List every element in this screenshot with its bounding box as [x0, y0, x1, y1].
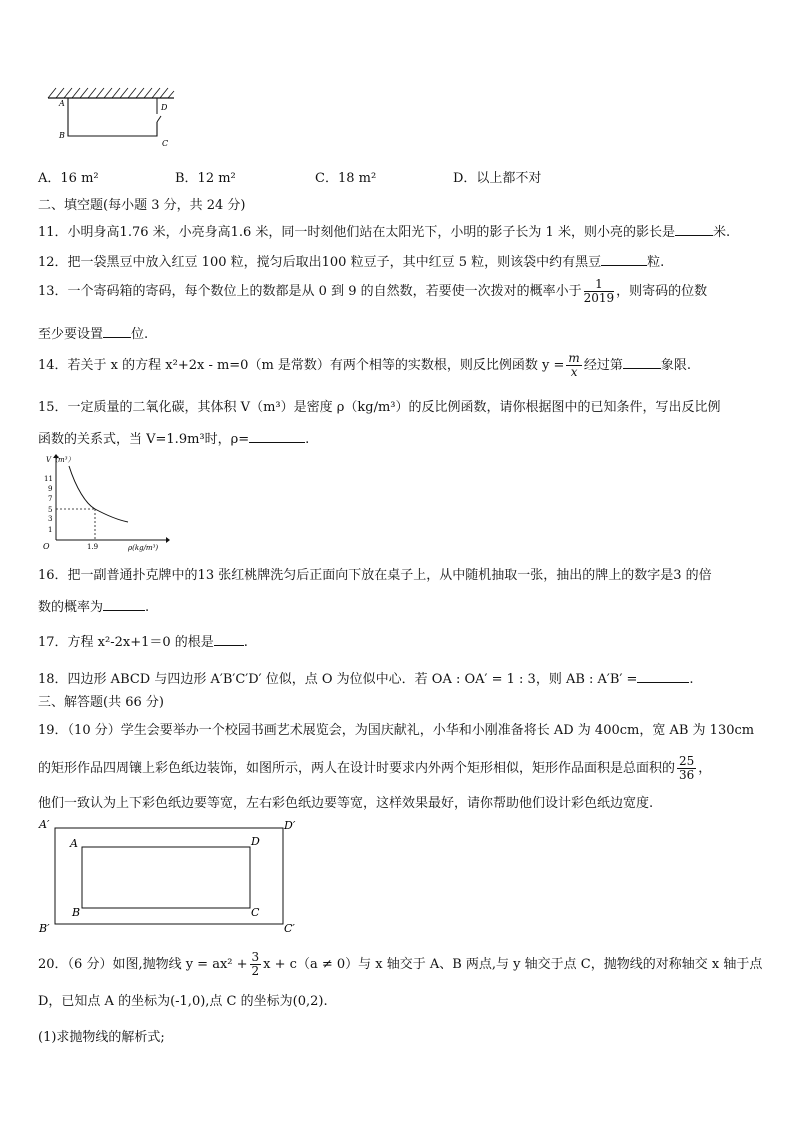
label-D-inner: D — [251, 835, 260, 848]
question-12: 12．把一袋黑豆中放入红豆 100 粒，搅匀后取出100 粒豆子，其中红豆 5 粒，则该袋中约有黑豆 粒. — [38, 255, 665, 270]
section-fill-blank: 二、填空题(每小题 3 分，共 24 分) — [38, 198, 246, 213]
question-15: 15．一定质量的二氧化碳，其体积 V（m³）是密度 ρ（kg/m³）的反比例函数，请你根据图中的已知条件，写出反比例 — [38, 400, 721, 415]
label-C-prime: C′ — [284, 922, 295, 935]
question-11: 11．小明身高1.76 米，小亮身高1.6 米，同一时刻他们站在太阳光下，小明的影子长为 1 米，则小亮的影长是 米. — [38, 225, 731, 240]
label-B: B — [59, 131, 65, 140]
option-b: B．12 m² — [175, 171, 236, 186]
question-13-cont: 至少要设置 位. — [38, 327, 149, 342]
x-axis-label: ρ(kg/m³) — [128, 544, 159, 552]
label-C: C — [162, 139, 169, 148]
question-20-cont: D，已知点 A 的坐标为(-1,0),点 C 的坐标为(0,2). — [38, 994, 328, 1009]
origin-label: O — [43, 542, 50, 551]
fraction-3-2: $\frac{3}{2}$ — [251, 950, 260, 979]
label-A-inner: A — [70, 837, 78, 850]
question-20: 20．（6 分）如图,抛物线 y = ax² + $\frac{3}{2}$ x + c（a ≠ 0）与 x 轴交于 A、B 两点,与 y 轴交于点 C，抛物线的对称轴交 x 轴于点 — [38, 950, 763, 979]
question-18: 18．四边形 ABCD 与四边形 A′B′C′D′ 位似，点 O 为位似中心．若 OA : OA′ = 1 : 3，则 AB : A′B′ = . — [38, 672, 694, 687]
question-20-part1: (1)求抛物线的解析式; — [38, 1030, 165, 1045]
y-tick-7: 7 — [48, 495, 53, 503]
option-a: A．16 m² — [38, 171, 99, 186]
question-19-cont2: 他们一致认为上下彩色纸边要等宽，左右彩色纸边要等宽，这样效果最好，请你帮助他们设计彩色纸边宽度. — [38, 796, 654, 811]
fraction-1-2019: $\frac{1}{2019}$ — [583, 277, 615, 306]
label-C-inner: C — [251, 906, 260, 919]
y-tick-1: 1 — [48, 526, 53, 534]
question-17: 17．方程 x²-2x+1＝0 的根是 . — [38, 635, 248, 650]
label-A-prime: A′ — [39, 818, 50, 831]
y-tick-5: 5 — [48, 506, 53, 514]
label-B-prime: B′ — [39, 922, 50, 935]
label-B-inner: B — [72, 906, 81, 919]
fraction-m-x: $\frac{m}{x}$ — [568, 351, 580, 380]
label-D: D — [161, 103, 168, 112]
similar-rectangles-figure — [36, 816, 306, 938]
option-d: D．以上都不对 — [453, 171, 542, 186]
fraction-25-36: $\frac{25}{36}$ — [679, 754, 695, 783]
label-D-prime: D′ — [284, 819, 296, 832]
question-15-cont: 函数的关系式，当 V=1.9m³时，ρ= . — [38, 432, 310, 447]
top-figure — [40, 86, 180, 150]
question-19: 19．（10 分）学生会要举办一个校园书画艺术展览会，为国庆献礼，小华和小刚准备将长 AD 为 400cm，宽 AB 为 130cm — [38, 723, 755, 738]
y-tick-9: 9 — [48, 485, 53, 493]
y-tick-11: 11 — [44, 475, 53, 483]
inverse-function-graph — [36, 452, 172, 552]
question-16-cont: 数的概率为 . — [38, 600, 150, 615]
hyperbola-curve — [69, 466, 128, 522]
option-c: C．18 m² — [315, 171, 377, 186]
question-13: 13．一个寄码箱的寄码，每个数位上的数都是从 0 到 9 的自然数，若要使一次拨对的概率小于 $\frac{1}{2019}$ ，则寄码的位数 — [38, 277, 708, 306]
question-14: 14．若关于 x 的方程 x²+2x - m=0（m 是常数）有两个相等的实数根，则反比例函数 y = $\frac{m}{x}$ 经过第 象限. — [38, 351, 691, 380]
question-16: 16．把一副普通扑克牌中的13 张红桃牌洗匀后正面向下放在桌子上，从中随机抽取一张，抽出的牌上的数字是3 的倍 — [38, 568, 712, 583]
question-19-cont: 的矩形作品四周镶上彩色纸边装饰，如图所示，两人在设计时要求内外两个矩形相似，矩形作品面积是总面积的 $\frac{25}{36}$ ， — [38, 754, 712, 783]
section-solutions: 三、解答题(共 66 分) — [38, 695, 164, 710]
x-tick-1.9: 1.9 — [87, 543, 99, 551]
y-tick-3: 3 — [48, 515, 53, 523]
label-A: A — [59, 99, 65, 108]
y-axis-label: V（m³） — [46, 456, 75, 464]
